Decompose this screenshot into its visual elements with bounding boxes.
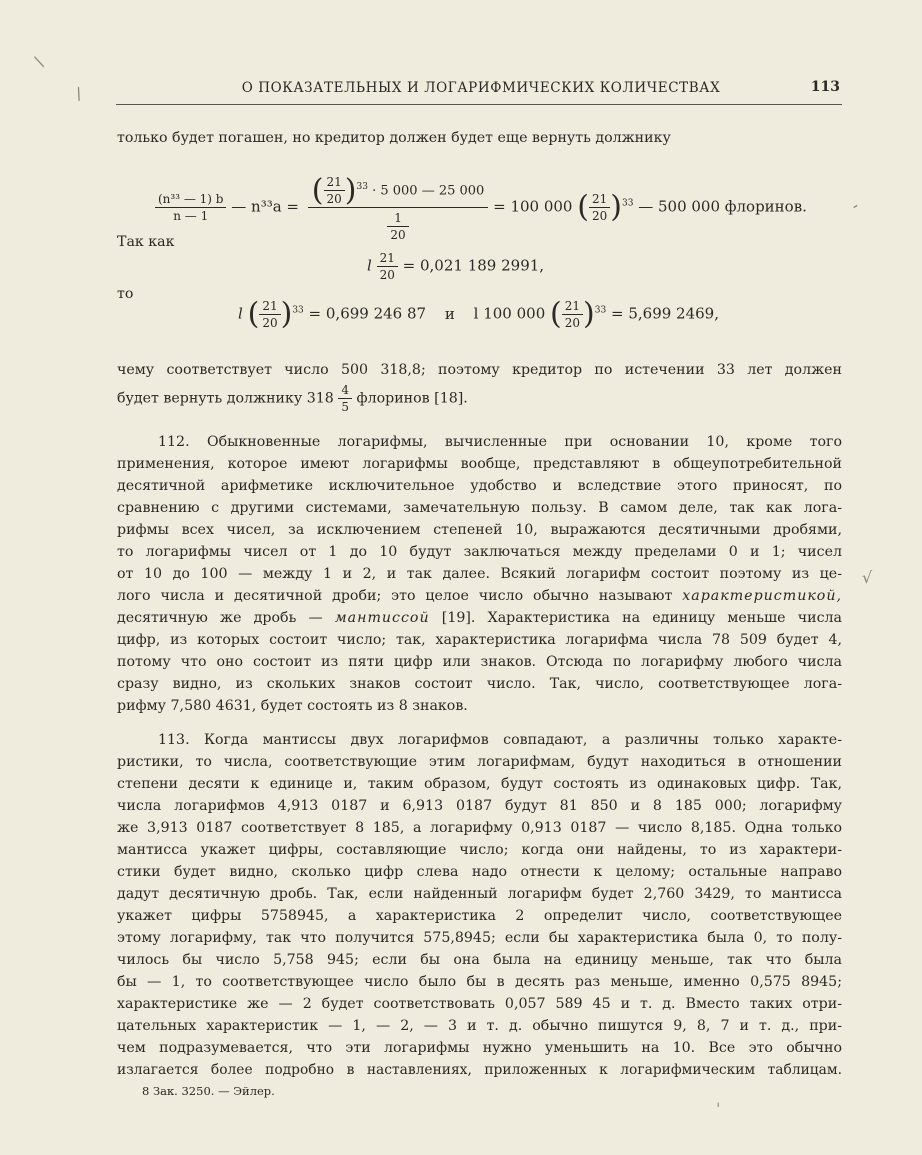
formula1-left-fraction: $\frac{\text{(n³³ — 1) b}}{n — 1}$: [155, 191, 226, 224]
p112-line-11: потому что оно состоит из пяти цифр или знаков. Отсюда по логарифму любого числа: [117, 654, 842, 670]
scan-mark-icon: /: [72, 83, 85, 104]
formula1-minus-term: — n³³a =: [231, 197, 299, 216]
to: то: [117, 286, 134, 302]
scan-mark-icon: -: [847, 195, 863, 216]
para-a-line-2: будет вернуть должнику 318 $\frac{4}{5}$ флоринов [18].: [117, 383, 468, 414]
p112-line-6: то логарифмы чисел от 1 до 10 будут заключаться между пределами 0 и 1; чисел: [117, 544, 842, 560]
p113-line-3: степени десяти к единице и, таким образом, будут состоять из одинаковых цифр. Так,: [117, 776, 842, 792]
page-number: 113: [810, 79, 840, 95]
p112-line-3: десятичной арифметике исключительное удобство и вследствие этого приносят, по: [117, 478, 842, 494]
p112-line-1: 112. Обыкновенные логарифмы, вычисленные при основании 10, кроме того: [158, 434, 842, 450]
formula-2: l $\frac{21}{20}$ = 0,021 189 2991,: [367, 251, 545, 282]
p112-line-7: от 10 до 100 — между 1 и 2, и так далее. Всякий логарифм состоит поэтому из це-: [117, 566, 842, 582]
running-head: О ПОКАЗАТЕЛЬНЫХ И ЛОГАРИФМИЧЕСКИХ КОЛИЧЕСТВАХ: [241, 80, 721, 96]
p113-line-15: чем подразумевается, что эти логарифмы нужно уменьшить на 10. Все это обычно: [117, 1040, 842, 1056]
intro-line: только будет погашен, но кредитор должен будет еще вернуть должнику: [117, 130, 671, 146]
p112-line-9: десятичную же дробь — мантиссой [19]. Характеристика на единицу меньше числа: [117, 610, 842, 626]
p112-line-5: рифмы всех чисел, за исключением степеней 10, выражаются десятичными дробями,: [117, 522, 842, 538]
p113-line-6: мантисса укажет цифры, составляющие число; когда они найдены, то из характери-: [117, 842, 842, 858]
p113-line-8: дадут десятичную дробь. Так, если найденный логарифм будет 2,760 3429, то мантисса: [117, 886, 842, 902]
formula1-result-prefix: = 100 000: [493, 197, 573, 216]
formula-3: l ( $\frac{21}{20}$ )$^{33}$ = 0,699 246 87 и l 100 000 ( $\frac{21}{20}$ )$^{33}$ = 5,699 2469,: [238, 296, 719, 332]
formula1-big-fraction: ( $\frac{21}{20}$ )$^{33}$ · 5 000 — 25 000 $\frac{1}{20}$: [308, 172, 489, 243]
scan-mark-icon: /: [29, 54, 49, 69]
p112-line-2: применения, которое имеют логарифмы вообще, представляют в общеупотребительной: [117, 456, 842, 472]
page-header: [116, 80, 842, 105]
p112-line-12: сразу видно, из скольких знаков состоит число. Так, число, соответствующее лога-: [117, 676, 842, 692]
p113-line-10: этому логарифму, так что получится 575,8945; если бы характеристика была 0, то полу-: [117, 930, 842, 946]
para-a-line-1: чему соответствует число 500 318,8; поэтому кредитор по истечении 33 лет должен: [117, 362, 842, 378]
p113-line-1: 113. Когда мантиссы двух логарифмов совпадают, а различны только характе-: [158, 732, 842, 748]
formula-1: $\frac{\text{(n³³ — 1) b}}{n — 1}$ — n³³a = ( $\frac{21}{20}$ )$^{33}$ · 5 000 — 25 000 $\frac{1}{20}$ = 100 000 ( $\frac{21}{20}$ )$^{33}$ — 500 000 флоринов.: [155, 172, 807, 243]
p113-line-2: ристики, то числа, соответствующие этим логарифмам, будут находиться в отношении: [117, 754, 842, 770]
p113-line-9: укажет цифры 5758945, а характеристика 2 определит число, соответствующее: [117, 908, 842, 924]
p113-line-7: стики будет видно, сколько цифр слева надо отнести к целому; остальные направо: [117, 864, 842, 880]
p112-line-13: рифму 7,580 4631, будет состоять из 8 знаков.: [117, 698, 468, 714]
p112-line-4: сравнению с другими системами, замечательную пользу. В самом деле, так как лога-: [117, 500, 842, 516]
formula1-result-suffix: — 500 000 флоринов.: [638, 197, 807, 216]
p113-line-14: цательных характеристик — 1, — 2, — 3 и т. д. обычно пишутся 9, 8, 7 и т. д., при-: [117, 1018, 842, 1034]
p113-line-4: числа логарифмов 4,913 0187 и 6,913 0187 будут 81 850 и 8 185 000; логарифму: [117, 798, 842, 814]
p112-line-8: лого числа и десятичной дроби; это целое число обычно называют характеристикой,: [117, 588, 842, 604]
printer-footer: 8 Зак. 3250. — Эйлер.: [142, 1084, 275, 1098]
pencil-check-icon: √: [862, 568, 873, 587]
p113-line-16: излагается более подробно в наставлениях, приложенных к логарифмическим таблицам.: [117, 1062, 842, 1078]
scan-mark-icon: ˈ: [716, 1100, 721, 1119]
p113-line-5: же 3,913 0187 соответствует 8 185, а логарифму 0,913 0187 — число 8,185. Одна только: [117, 820, 842, 836]
p113-line-13: характеристике же — 2 будет соответствовать 0,057 589 45 и т. д. Вместо таких отри-: [117, 996, 842, 1012]
p113-line-12: бы — 1, то соответствующее число было бы в десять раз меньше, именно 0,575 8945;: [117, 974, 842, 990]
tak-kak: Так как: [117, 234, 175, 250]
p113-line-11: чилось бы число 5,758 945; если бы она была на единицу меньше, так что была: [117, 952, 842, 968]
p112-line-10: цифр, из которых состоит число; так, характеристика логарифма числа 78 509 будет 4,: [117, 632, 842, 648]
